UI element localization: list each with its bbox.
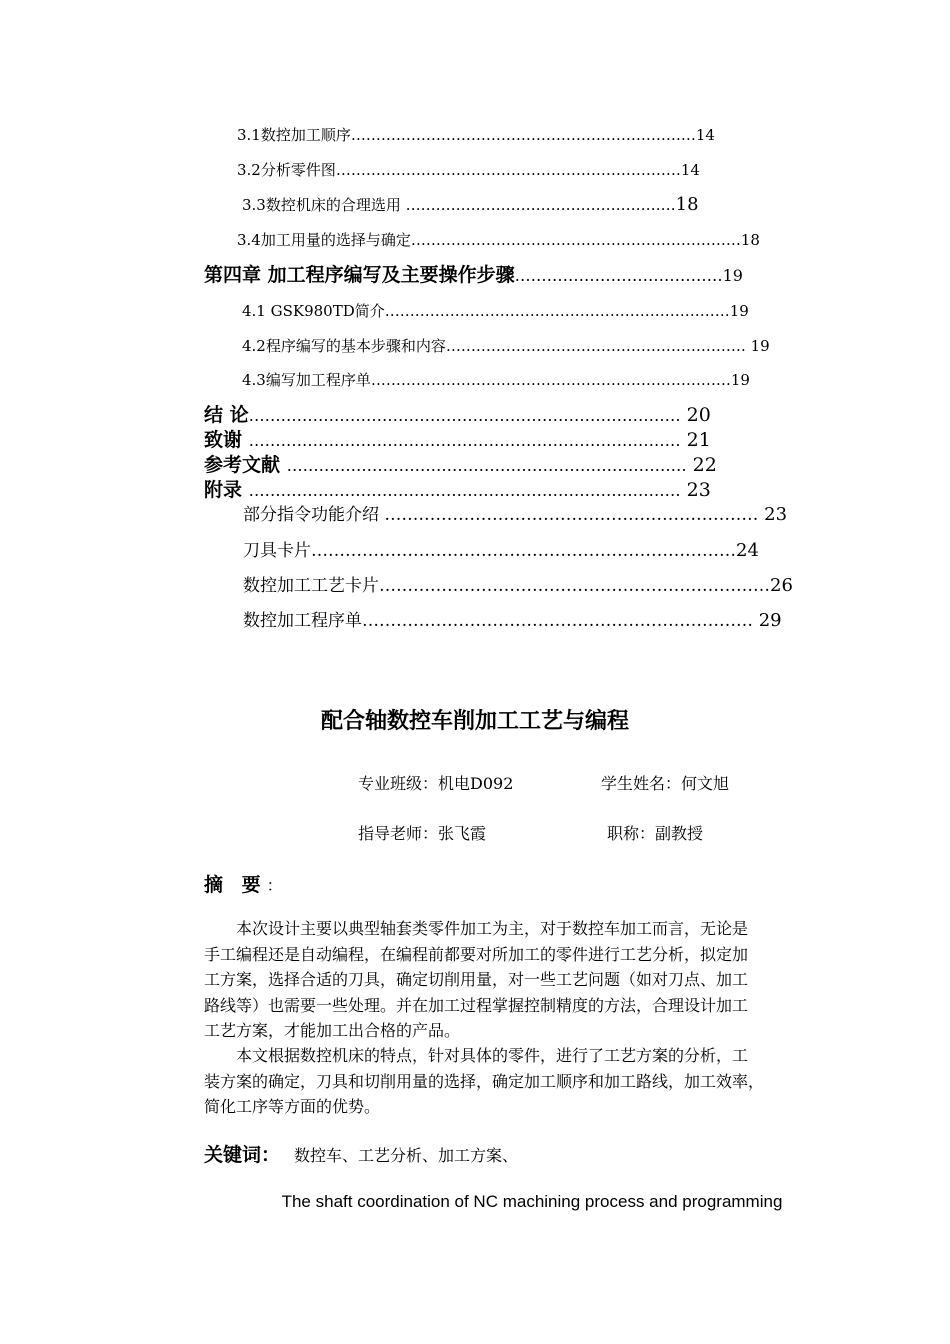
toc-entry-3-1 [237,121,829,149]
advisor: 指导老师：张飞霞 [358,824,487,843]
toc-page-number: 14 [695,126,715,144]
toc-entry-title: 3.1数控加工顺序 [237,126,351,144]
toc-leader-dots: ……………………………………………………………………… [248,431,681,450]
toc-entry-chapter-4 [204,261,824,289]
toc-leader-dots: ……………………………………………………………… [370,371,731,389]
toc-entry-3-2 [237,156,829,184]
toc-entry-title: 3.3数控机床的合理选用 [242,196,406,214]
keywords-label: 关键词： [204,1144,281,1166]
toc-entry-instruction-intro [243,501,833,529]
toc-leader-dots: ……………………………………………………………………… [248,406,681,425]
toc-page-number: 18 [740,231,760,249]
toc-entry-title: 附录 [204,479,249,501]
toc-entry-appendix [204,476,834,504]
toc-entry-acknowledgements [204,426,834,454]
english-title: The shaft coordination of NC machining process and programming [281,1192,783,1211]
toc-entry-title: 结 论 [204,404,249,426]
toc-entry-4-3 [242,366,834,394]
abstract-heading [204,870,289,897]
toc-entry-3-3 [242,191,832,219]
abstract-line: 手工编程还是自动编程，在编程前都要对所加工的零件进行工艺分析，拟定加 [204,944,749,964]
toc-entry-4-2 [242,332,832,360]
toc-entry-title: 数控加工程序单 [243,611,362,631]
toc-page-number: 21 [680,429,711,451]
toc-leader-dots: …………………………………………………………… [379,576,770,596]
toc-leader-dots: ………………………………………………………… [410,231,741,249]
toc-entry-process-card [243,572,833,600]
toc-entry-title: 4.2程序编写的基本步骤和内容 [242,337,446,355]
toc-entry-references [204,451,834,479]
toc-entry-title: 部分指令功能介绍 [243,505,385,525]
abstract-heading-text: 摘 要 [204,874,267,896]
keywords [204,1140,518,1167]
abstract-line: 简化工序等方面的优势。 [204,1097,381,1116]
toc-page-number: 24 [736,540,759,561]
toc-entry-conclusion [204,401,834,429]
abstract-line: 工方案，选择合适的刀具，确定切削用量，对一些工艺问题（如对刀点、加工 [204,970,749,989]
abstract-heading-colon: ： [266,876,289,895]
toc-leader-dots: ………………………………………………………………… [286,456,687,475]
toc-leader-dots: …………………………………………………… [445,337,746,355]
major-class: 专业班级：机电D092 [358,774,514,793]
advisor-title: 职称：副教授 [607,824,704,843]
toc-page-number: 29 [753,610,782,631]
toc-page-number: 20 [680,404,711,426]
toc-leader-dots: ………………………………… [514,266,723,285]
toc-leader-dots: …………………………………………………………… [362,611,753,631]
toc-page-number: 19 [729,302,749,320]
toc-leader-dots: ……………………………………………… [405,196,676,214]
toc-entry-4-1 [242,297,832,325]
toc-page-number: 22 [686,454,717,476]
abstract-paragraph-2 [204,1043,864,1120]
keywords-text: 数控车、工艺分析、加工方案、 [294,1146,519,1165]
toc-page-number: 19 [722,266,743,285]
toc-entry-title: 刀具卡片 [243,541,311,561]
toc-entry-title: 参考文献 [204,454,287,476]
abstract-line: 路线等）也需要一些处理。并在加工过程掌握控制精度的方法，合理设计加工 [204,995,749,1015]
toc-entry-title: 致谢 [204,429,249,451]
toc-entry-title: 3.4加工用量的选择与确定 [237,231,411,249]
toc-page-number: 23 [758,504,788,525]
toc-page-number: 23 [680,479,711,501]
toc-page-number: 14 [680,161,700,179]
toc-entry-program-sheet [243,607,833,635]
abstract-paragraph-1 [204,916,864,1044]
toc-page-number: 18 [675,194,699,215]
toc-entry-title: 4.1 GSK980TD简介 [242,302,385,320]
toc-leader-dots: …………………………………………………………… [350,126,696,144]
toc-entry-title: 数控加工工艺卡片 [243,576,379,596]
toc-leader-dots: ……………………………………………………………………… [248,481,681,500]
abstract-line: 本次设计主要以典型轴套类零件加工为主，对于数控车加工而言，无论是 [204,919,749,938]
abstract-line: 本文根据数控机床的特点，针对具体的零件，进行了工艺方案的分析，工 [204,1046,749,1065]
toc-page-number: 19 [730,371,750,389]
toc-entry-tool-card [243,537,833,565]
toc-leader-dots: ………………………………………………………… [384,505,759,525]
toc-page-number: 26 [770,575,793,596]
toc-entry-title: 第四章 加工程序编写及主要操作步骤 [204,264,515,286]
toc-entry-title: 4.3编写加工程序单 [242,371,371,389]
toc-leader-dots: ………………………………………………………………… [311,541,736,561]
toc-leader-dots: …………………………………………………………… [384,302,730,320]
abstract-line: 装方案的确定，刀具和切削用量的选择，确定加工顺序和加工路线，加工效率， [204,1071,765,1091]
toc-leader-dots: …………………………………………………………… [335,161,681,179]
toc-page-number: 19 [745,337,770,355]
abstract-line: 工艺方案，才能加工出合格的产品。 [204,1021,461,1040]
toc-entry-3-4 [237,226,829,254]
student-name: 学生姓名：何文旭 [601,774,730,793]
toc-entry-title: 3.2分析零件图 [237,161,336,179]
document-title: 配合轴数控车削加工工艺与编程 [320,709,629,734]
